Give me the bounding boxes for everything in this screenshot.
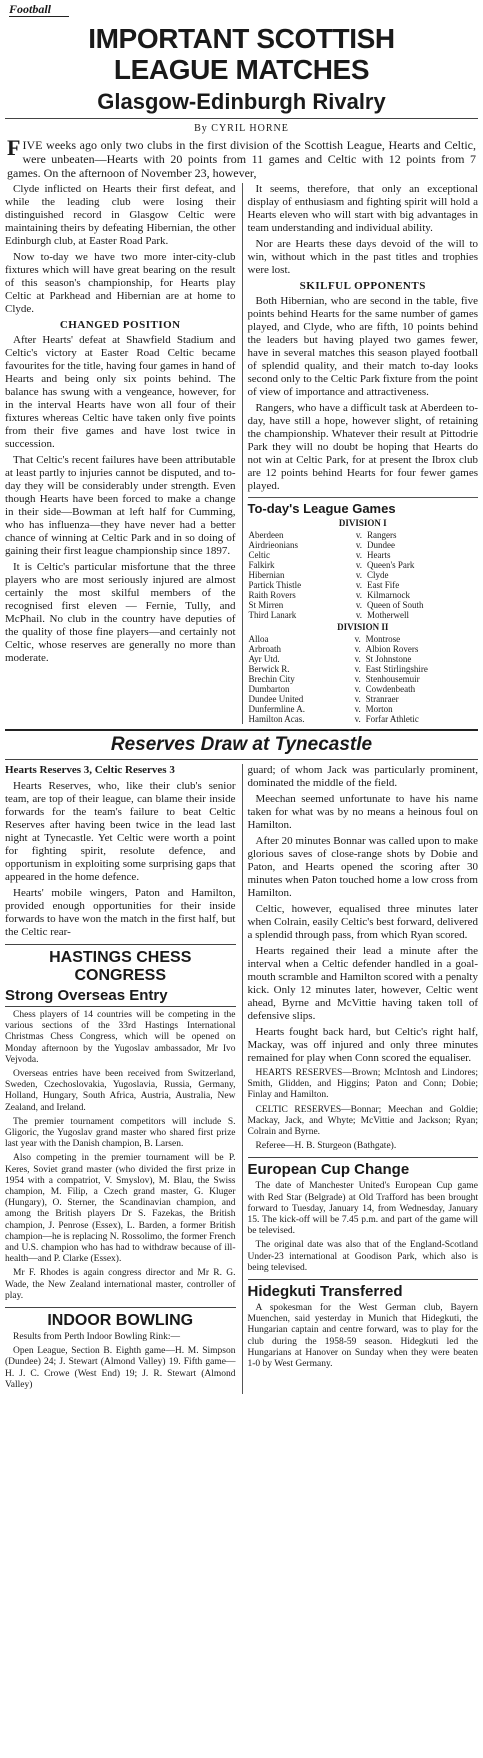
crosshead-changed-position: CHANGED POSITION [59, 319, 181, 331]
article-paragraph: Hearts regained their lead a minute after the interval when a Celtic defender handled in a goal-mouth scramble and Hamilton scored with a penalty kick. Only 12 minutes later, however, Celtic went ahead, Byrne and McVittie having taken toll of defensive slips. [247, 945, 478, 1022]
fixture-row [248, 540, 479, 550]
fixture-home: St Mirren [248, 600, 284, 610]
fixture-row [248, 674, 479, 684]
byline: By CYRIL HORNE [194, 123, 289, 134]
fixture-away: East Stirlingshire [365, 664, 428, 674]
article-paragraph: After Hearts' defeat at Shawfield Stadium and Celtic's victory at Easter Road Celtic became favourites for the title, having four games in hand of Hearts and being only six points behind. The balance has swung with a vengeance, however, for in the interval Hearts have won all four of their fixtures whereas Celtic have taken only five points from their five games and have lost twice in succession. [5, 334, 236, 450]
article-paragraph: Hearts' mobile wingers, Paton and Hamilton, provided enough opportunities for their inside forwards to have won the match in the first half, but the Celtic rear- [5, 887, 236, 938]
fixture-away: East Fife [366, 580, 400, 590]
fixture-vs: v. [354, 664, 361, 674]
fixture-vs: v. [354, 714, 361, 724]
article-paragraph: guard; of whom Jack was particularly prominent, dominated the middle of the field. [247, 764, 478, 789]
lower-columns [5, 764, 478, 1394]
article-paragraph: It seems, therefore, that only an exceptional display of enthusiasm and fighting spirit will hold a Hearts eleven who will start with big advantages in team understanding and individual ability. [247, 183, 478, 234]
fixture-home: Dundee United [248, 694, 304, 704]
reserves-headline: Reserves Draw at Tynecastle [5, 729, 478, 760]
fixture-row [248, 610, 479, 620]
fixture-vs: v. [354, 644, 361, 654]
subheadline: Glasgow-Edinburgh Rivalry [5, 89, 478, 119]
fixture-row [248, 654, 479, 664]
article-paragraph: Hearts fought back hard, but Celtic's right half, Mackay, was off injured and only three minutes remained for play when Conn scored the equaliser. [247, 1026, 478, 1064]
fixture-row [248, 684, 479, 694]
fixture-away: Forfar Athletic [365, 714, 419, 724]
article-paragraph: That Celtic's recent failures have been attributable at least partly to injuries cannot be disputed, and to-day they will be considerably under strength. Even though Hearts have been forced to make a change in their side—Bowman at left half for Cumming, who has influenza—they have never had a better chance of winning at Celtic Park and in so doing of gaining their first league championship since 1897. [5, 454, 236, 557]
fixture-home: Third Lanark [248, 610, 297, 620]
fixture-vs: v. [354, 694, 361, 704]
division-2-title: DIVISION II [337, 622, 389, 632]
article-paragraph: Hearts Reserves, who, like their club's senior team, are top of their league, can blame their inside forwards for the team's failure to beat Celtic Reserves after having been twice in the lead last night at Tynecastle. Yet Celtic were worth a point for fighting spirit, resolute defence, and opportunism in exploiting some surprising gaps that appeared in the home defence. [5, 780, 236, 883]
european-cup-headline: European Cup Change [248, 1157, 479, 1178]
bowling-article: Results from Perth Indoor Bowling Rink:— Open League, Section B. Eighth game—H. M. Simpson (Dundee) 24; J. Stewart (Almond Valley) 19. Fifth game—H. J. C. Crowe (West End) 19; J. R. Stewart (Almond Valley) [5, 1332, 236, 1390]
fixture-vs: v. [355, 580, 363, 590]
reserves-score: Hearts Reserves 3, Celtic Reserves 3 [5, 764, 175, 776]
fixture-row [248, 550, 479, 560]
main-headline: IMPORTANT SCOTTISH LEAGUE MATCHES [88, 23, 395, 85]
fixture-home: Airdrieonians [248, 540, 298, 550]
fixture-vs: v. [355, 610, 363, 620]
fixture-vs: v. [354, 684, 361, 694]
article-paragraph: Now to-day we have two more inter-city-club fixtures which will have great bearing on the result of this season's championship, for Hearts play Celtic at Parkhead and Hibernian are at home to Clyde. [5, 251, 236, 315]
fixture-away: Kilmarnock [366, 590, 410, 600]
article-paragraph: Clyde inflicted on Hearts their first defeat, and while the leading club were losing their distinguished record in Glasgow Celtic were maintaining theirs by defeating Hibernian, the other Edinburgh club, at Easter Road Park. [5, 183, 236, 247]
fixture-home: Alloa [248, 634, 269, 644]
article-columns [5, 183, 478, 724]
article-paragraph: Rangers, who have a difficult task at Aberdeen to-day, have still a hope, however slight, of retaining the championship. Whatever their result at Pittodrie Park they will no doubt be hoping that Hearts do not win at Celtic Park, for at present the Ibrox club are 12 points behind Hearts for four fewer games played. [247, 402, 478, 492]
fixture-row [248, 570, 479, 580]
fixture-vs: v. [355, 600, 363, 610]
fixture-row [248, 704, 479, 714]
fixture-row [248, 590, 479, 600]
fixture-vs: v. [354, 674, 361, 684]
fixture-row [248, 664, 479, 674]
article-paragraph: Nor are Hearts these days devoid of the will to win, without which in the past titles and trophies were lost. [247, 238, 478, 276]
fixture-home: Partick Thistle [248, 580, 302, 590]
fixture-row [248, 580, 479, 590]
fixture-vs: v. [355, 590, 363, 600]
fixture-row [248, 560, 479, 570]
fixture-away: Morton [365, 704, 393, 714]
lower-left-column [5, 764, 236, 1394]
fixture-home: Ayr Utd. [248, 654, 280, 664]
hidegkuti-headline: Hidegkuti Transferred [248, 1279, 479, 1300]
fixture-away: Cowdenbeath [365, 684, 416, 694]
chess-headline: HASTINGS CHESS CONGRESS [5, 944, 236, 985]
fixture-home: Falkirk [248, 560, 275, 570]
division-1-title: DIVISION I [338, 518, 387, 528]
division-1-fixtures [248, 530, 479, 620]
fixture-home: Dumbarton [248, 684, 290, 694]
drop-cap: F [7, 135, 21, 160]
article-paragraph: Celtic, however, equalised three minutes later when Colrain, easily Celtic's best forward, delivered a splendid through pass, from which Ryan scored. [247, 903, 478, 941]
newspaper-page [5, 0, 478, 1752]
fixture-away: Stenhousemuir [365, 674, 420, 684]
fixture-home: Brechin City [248, 674, 295, 684]
fixture-vs: v. [354, 654, 361, 664]
fixture-away: Dundee [366, 540, 395, 550]
fixture-home: Arbroath [248, 644, 281, 654]
fixture-home: Celtic [248, 550, 270, 560]
fixture-vs: v. [355, 530, 363, 540]
fixture-vs: v. [354, 704, 361, 714]
fixture-home: Berwick R. [248, 664, 290, 674]
article-left-column [5, 183, 236, 724]
article-paragraph: It is Celtic's particular misfortune that the three players who are most seriously injured are almost certainly the most skilful members of the recognised first eleven — Fernie, Tully, and McPhail. No club in the country have deputies of the quality of those fine players—and certainly not Celtic, whose reserves are generally no more than moderate. [5, 561, 236, 664]
article-paragraph: Both Hibernian, who are second in the table, five points behind Hearts for the same number of games played, and Clyde, who are fifth, 10 points behind the leaders but having played two games fewer, have in several matches this season played football of splendid quality, and their match to-day looks second only to the Celtic Park fixture from the point of view of importance and attractiveness. [247, 295, 478, 398]
fixture-row [248, 644, 479, 654]
fixture-row [248, 694, 479, 704]
fixture-home: Raith Rovers [248, 590, 296, 600]
fixture-vs: v. [355, 570, 363, 580]
fixture-row [248, 600, 479, 610]
fixture-home: Dunfermline A. [248, 704, 305, 714]
lower-right-column [242, 764, 479, 1394]
european-cup-article: The date of Manchester United's European Cup game with Red Star (Belgrade) at Old Trafford has been brought forward to Tuesday, January 14, from Wednesday, January 15. The kick-off will be 7.45 p.m. and part of the game will be televised. The original date was also that of the England-Scotland Under-23 international at Goodison Park, which also is being televised. [247, 1181, 478, 1273]
chess-article: Chess players of 14 countries will be competing in the various sections of the 33rd Hastings International Christmas Chess Congress, which will be opened on Monday afternoon by the Yugoslav ambassador, Mr Ivo Vejvoda. Overseas entries have been received from Switzerland, Sweden, Czechoslovakia, Yugoslavia, Russia, Germany, Holland, Hungary, South Africa, Austria, Australia, New Zealand, and Ireland. The premier tournament competitors will include S. Gligoric, the Yugoslav grand master who shared first prize last year with the Danish champion, B. Larsen. Also competing in the premier tournament will be P. Keres, Soviet grand master (who divided the first prize in 1954 with a compatriot, V. Smyslov), M. Blau, the Swiss champion, M. Filip, a Czech grand master, G. Kluger (Hungary), O. Sterner, the Scandinavian champion, and among the British players Dr S. Fazekas, the British champion, J. Penrose (Essex), L. Barden, a former British champion—he is replacing N. Rossolimo, the former French and U.S. champion who has had to withdraw because of ill-health—and P. Clarke (Essex). Mr F. Rhodes is again congress director and Mr R. G. Wade, the New Zealand international master, controller of play. [5, 1010, 236, 1301]
section-label: Football [9, 2, 69, 17]
fixture-vs: v. [355, 560, 363, 570]
fixture-home: Hamilton Acas. [248, 714, 305, 724]
fixture-home: Aberdeen [248, 530, 284, 540]
fixture-away: Clyde [366, 570, 389, 580]
team-lineups: HEARTS RESERVES—Brown; McIntosh and Lindores; Smith, Glidden, and Higgins; Paton and Conn; Dobie; Finlay and Hamilton. CELTIC RESERVES—Bonnar; Meechan and Goldie; Mackay, Jack, and Whyte; McVittie and Jackson; Ryan; Colrain and Byrne. Referee—H. B. Sturgeon (Bathgate). [247, 1068, 478, 1152]
todays-games-title: To-day's League Games [248, 497, 479, 516]
fixture-away: Rangers [366, 530, 397, 540]
fixture-vs: v. [354, 634, 361, 644]
hidegkuti-article: A spokesman for the West German club, Bayern Muenchen, said yesterday in Munich that Hidegkuti, the Hungarian captain and centre forward, was to play for the club during the 1958-59 season. Hidegkuti led the Hungarians at Hanover on Sunday when they were beaten 1-0 by West Germany. [247, 1303, 478, 1370]
fixture-away: Montrose [365, 634, 401, 644]
fixture-home: Hibernian [248, 570, 285, 580]
article-right-column [242, 183, 479, 724]
fixture-away: Stranraer [365, 694, 399, 704]
article-paragraph: Meechan seemed unfortunate to have his name taken for what was by no means a heinous foul on Hamilton. [247, 793, 478, 831]
fixture-away: Queen's Park [366, 560, 415, 570]
fixture-row [248, 634, 479, 644]
article-intro: FIVE weeks ago only two clubs in the first division of the Scottish League, Hearts and Celtic, were unbeaten—Hearts with 20 points from 11 games and Celtic with 12 points from 7 games. On the afternoon of November 23, however, [7, 135, 476, 180]
fixture-row [248, 714, 479, 724]
fixture-row [248, 530, 479, 540]
fixture-vs: v. [355, 540, 363, 550]
fixture-away: Albion Rovers [365, 644, 419, 654]
division-2-fixtures [248, 634, 479, 724]
fixture-away: Hearts [366, 550, 391, 560]
chess-subheadline: Strong Overseas Entry [5, 987, 236, 1007]
bowling-headline: INDOOR BOWLING [5, 1307, 236, 1330]
fixture-away: Motherwell [366, 610, 409, 620]
fixture-vs: v. [355, 550, 363, 560]
fixture-away: Queen of South [366, 600, 424, 610]
article-paragraph: After 20 minutes Bonnar was called upon to make glorious saves of close-range shots by Dobie and Paton, and Hearts opened the scoring after 30 minutes when Paton touched home a low cross from Hamilton. [247, 835, 478, 899]
fixture-away: St Johnstone [365, 654, 412, 664]
crosshead-skilful-opponents: SKILFUL OPPONENTS [299, 280, 426, 292]
